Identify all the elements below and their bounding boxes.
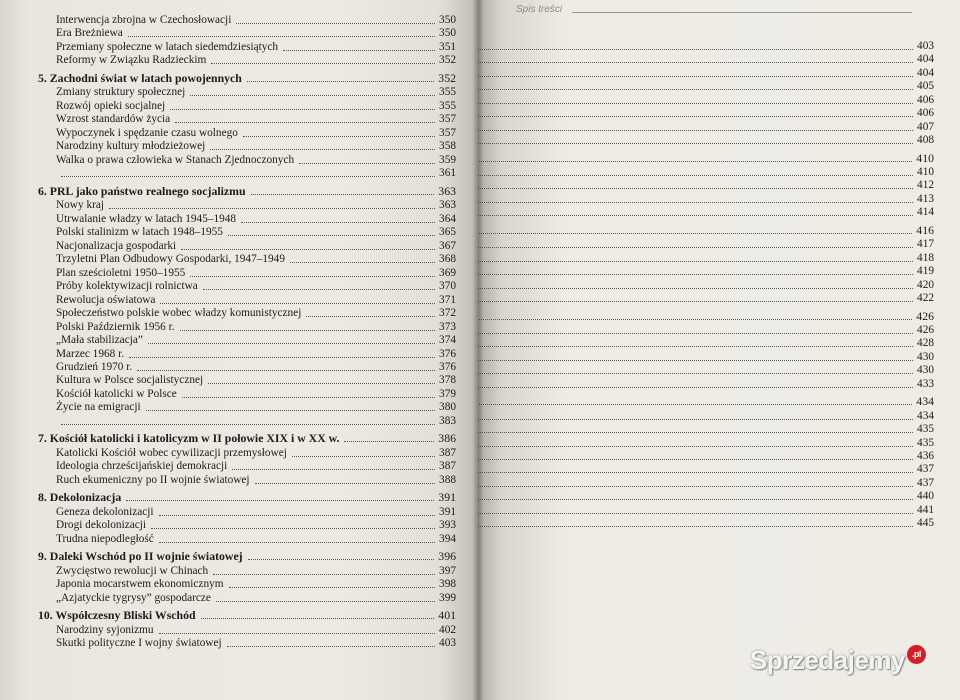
toc-entry bbox=[56, 239, 456, 253]
toc-leader bbox=[478, 446, 913, 447]
toc-leader bbox=[229, 587, 436, 588]
toc-entry bbox=[56, 591, 456, 605]
toc-page-number: 422 bbox=[917, 292, 934, 304]
toc-page-number: 440 bbox=[917, 490, 934, 502]
toc-leader bbox=[148, 343, 435, 344]
toc-leader bbox=[109, 208, 435, 209]
toc-page-number: 374 bbox=[439, 334, 456, 346]
toc-leader bbox=[182, 397, 435, 398]
toc-title: „Azjatyckie tygrysy” gospodarcze bbox=[56, 592, 211, 604]
toc-page-number: 367 bbox=[439, 240, 456, 252]
toc-leader bbox=[478, 143, 913, 144]
toc-title: Ruch ekumeniczny po II wojnie światowej bbox=[56, 474, 250, 486]
toc-entry bbox=[56, 212, 456, 226]
toc-leader bbox=[478, 130, 913, 131]
toc-entry bbox=[478, 39, 934, 53]
toc-leader bbox=[478, 261, 913, 262]
toc-entry bbox=[478, 251, 934, 265]
toc-title: Próby kolektywizacji rolnictwa bbox=[56, 280, 198, 292]
toc-page-number: 406 bbox=[917, 107, 934, 119]
toc-entry bbox=[478, 133, 934, 147]
toc-entry bbox=[478, 52, 934, 66]
toc-leader bbox=[306, 316, 435, 317]
toc-entry bbox=[56, 153, 456, 167]
toc-title: „Mała stabilizacja” bbox=[56, 334, 143, 346]
toc-leader bbox=[478, 175, 913, 176]
toc-page-number: 404 bbox=[917, 67, 934, 79]
toc-page-number: 437 bbox=[917, 477, 934, 489]
toc-leader bbox=[160, 303, 435, 304]
toc-page-number: 370 bbox=[439, 280, 456, 292]
toc-entry bbox=[56, 532, 456, 546]
toc-page-number: 403 bbox=[439, 637, 456, 649]
toc-chapter bbox=[38, 184, 456, 198]
toc-chapter bbox=[38, 549, 456, 563]
toc-entry bbox=[56, 293, 456, 307]
book-gutter bbox=[472, 0, 484, 700]
toc-chapter bbox=[478, 394, 934, 408]
watermark-logo bbox=[750, 645, 926, 676]
toc-entry bbox=[56, 13, 456, 27]
toc-page-number: 418 bbox=[917, 252, 934, 264]
toc-page-number: 407 bbox=[917, 121, 934, 133]
toc-page-number: 434 bbox=[916, 394, 934, 408]
toc-entry bbox=[56, 320, 456, 334]
toc-page-number: 398 bbox=[439, 578, 456, 590]
toc-entry bbox=[56, 166, 456, 180]
toc-leader bbox=[170, 109, 435, 110]
toc-leader bbox=[478, 103, 913, 104]
toc-title: Zwycięstwo rewolucji w Chinach bbox=[56, 565, 209, 577]
toc-entry bbox=[478, 237, 934, 251]
toc-leader bbox=[478, 432, 913, 433]
toc-page-number: 352 bbox=[439, 54, 456, 66]
toc-entry bbox=[56, 40, 456, 54]
toc-title: 6. PRL jako państwo realnego socjalizmu bbox=[38, 184, 246, 198]
toc-title: Ideologia chrześcijańskiej demokracji bbox=[56, 460, 228, 472]
toc-leader bbox=[210, 149, 435, 150]
toc-title: Narodziny kultury młodzieżowej bbox=[56, 140, 206, 152]
toc-page-number: 419 bbox=[917, 265, 934, 277]
toc-leader bbox=[232, 469, 435, 470]
toc-page-number: 410 bbox=[916, 151, 934, 165]
toc-entry bbox=[478, 409, 934, 423]
toc-entry bbox=[56, 459, 456, 473]
toc-title: 5. Zachodni świat w latach powojennych bbox=[38, 71, 242, 85]
toc-entry bbox=[478, 66, 934, 80]
toc-leader bbox=[478, 387, 913, 388]
toc-leader bbox=[478, 89, 913, 90]
toc-leader bbox=[181, 249, 435, 250]
toc-page-number: 369 bbox=[439, 267, 456, 279]
toc-entry bbox=[478, 476, 934, 490]
toc-title: Zmiany struktury społecznej bbox=[56, 86, 186, 98]
toc-leader bbox=[290, 262, 435, 263]
toc-chapter bbox=[38, 431, 456, 445]
toc-entry bbox=[478, 165, 934, 179]
toc-page-number: 371 bbox=[439, 294, 456, 306]
toc-entry bbox=[478, 516, 934, 530]
toc-leader bbox=[208, 383, 435, 384]
toc-page-number: 436 bbox=[917, 450, 934, 462]
toc-page-number: 397 bbox=[439, 565, 456, 577]
toc-page-number: 394 bbox=[439, 533, 456, 545]
toc-leader bbox=[175, 122, 435, 123]
toc-leader bbox=[344, 441, 434, 442]
toc-leader bbox=[180, 330, 435, 331]
toc-page-number: 378 bbox=[439, 374, 456, 386]
toc-entry bbox=[56, 387, 456, 401]
toc-leader bbox=[478, 419, 913, 420]
toc-entry bbox=[478, 178, 934, 192]
toc-entry bbox=[56, 636, 456, 650]
toc-page-number: 386 bbox=[438, 431, 456, 445]
toc-leader bbox=[478, 373, 913, 374]
toc-leader bbox=[243, 136, 435, 137]
toc-leader bbox=[292, 456, 435, 457]
toc-page-number: 359 bbox=[439, 154, 456, 166]
toc-chapter bbox=[38, 608, 456, 622]
toc-leader bbox=[478, 233, 912, 234]
watermark-badge: .pl bbox=[907, 645, 926, 664]
toc-title: Kultura w Polsce socjalistycznej bbox=[56, 374, 204, 386]
toc-leader bbox=[228, 235, 435, 236]
toc-page-number: 416 bbox=[916, 223, 934, 237]
toc-page-number: 391 bbox=[438, 490, 456, 504]
toc-page-number: 363 bbox=[439, 199, 456, 211]
toc-page-number: 357 bbox=[439, 113, 456, 125]
toc-leader bbox=[190, 276, 435, 277]
toc-page-number: 383 bbox=[439, 415, 456, 427]
toc-page-number: 350 bbox=[439, 27, 456, 39]
toc-leader bbox=[478, 404, 912, 405]
toc-entry bbox=[478, 363, 934, 377]
toc-leader bbox=[61, 176, 435, 177]
toc-leader bbox=[203, 289, 435, 290]
toc-page-number: 380 bbox=[439, 401, 456, 413]
toc-leader bbox=[299, 163, 435, 164]
toc-page-number: 388 bbox=[439, 474, 456, 486]
toc-entry bbox=[56, 473, 456, 487]
toc-page-number: 430 bbox=[917, 364, 934, 376]
toc-page-number: 376 bbox=[439, 361, 456, 373]
toc-entry bbox=[478, 436, 934, 450]
toc-page-number: 402 bbox=[439, 624, 456, 636]
toc-leader bbox=[478, 526, 913, 527]
toc-title: Rewolucja oświatowa bbox=[56, 294, 156, 306]
toc-page-number: 358 bbox=[439, 140, 456, 152]
toc-leader bbox=[129, 357, 435, 358]
toc-entry bbox=[56, 266, 456, 280]
toc-entry bbox=[478, 93, 934, 107]
toc-page-number: 417 bbox=[917, 238, 934, 250]
toc-page-number: 364 bbox=[439, 213, 456, 225]
toc-title: Walka o prawa człowieka w Stanach Zjednoczonych bbox=[56, 154, 295, 166]
toc-leader bbox=[478, 333, 913, 334]
left-page bbox=[0, 0, 478, 700]
toc-page-number: 396 bbox=[438, 549, 456, 563]
toc-page-number: 351 bbox=[439, 41, 456, 53]
toc-leader bbox=[478, 116, 913, 117]
toc-entry bbox=[56, 333, 456, 347]
toc-leader bbox=[478, 215, 913, 216]
toc-leader bbox=[247, 81, 434, 82]
toc-title: Społeczeństwo polskie wobec władzy komunistycznej bbox=[56, 307, 302, 319]
toc-leader bbox=[478, 202, 913, 203]
toc-chapter bbox=[38, 71, 456, 85]
toc-page-number: 441 bbox=[917, 504, 934, 516]
toc-entry bbox=[56, 414, 456, 428]
toc-entry bbox=[478, 503, 934, 517]
toc-title: Narodziny syjonizmu bbox=[56, 624, 154, 636]
toc-leader bbox=[478, 513, 913, 514]
right-page bbox=[478, 0, 960, 700]
toc-page-number: 410 bbox=[917, 166, 934, 178]
toc-title: Grudzień 1970 r. bbox=[56, 361, 133, 373]
toc-title: Marzec 1968 r. bbox=[56, 348, 125, 360]
toc-page-number: 413 bbox=[917, 193, 934, 205]
toc-entry bbox=[56, 279, 456, 293]
toc-title: Katolicki Kościół wobec cywilizacji przemysłowej bbox=[56, 447, 287, 459]
toc-page-number: 435 bbox=[917, 437, 934, 449]
toc-entry bbox=[56, 360, 456, 374]
toc-title: Era Breżniewa bbox=[56, 27, 123, 39]
toc-entry bbox=[478, 489, 934, 503]
toc-page-number: 376 bbox=[439, 348, 456, 360]
toc-entry bbox=[478, 336, 934, 350]
toc-page-number: 363 bbox=[438, 184, 456, 198]
toc-leader bbox=[128, 36, 435, 37]
toc-entry bbox=[56, 53, 456, 67]
toc-chapter bbox=[478, 151, 934, 165]
toc-page-number: 372 bbox=[439, 307, 456, 319]
toc-entry bbox=[56, 623, 456, 637]
toc-entry bbox=[478, 120, 934, 134]
toc-title: 8. Dekolonizacja bbox=[38, 490, 122, 504]
toc-leader bbox=[151, 528, 435, 529]
toc-leader bbox=[478, 49, 913, 50]
toc-title: Japonia mocarstwem ekonomicznym bbox=[56, 578, 224, 590]
toc-title: Nacjonalizacja gospodarki bbox=[56, 240, 177, 252]
toc-entry bbox=[56, 99, 456, 113]
toc-leader bbox=[478, 288, 913, 289]
toc-page-number: 393 bbox=[439, 519, 456, 531]
toc-entry bbox=[478, 106, 934, 120]
toc-leader bbox=[213, 574, 435, 575]
toc-entry bbox=[478, 422, 934, 436]
toc-page-number: 405 bbox=[917, 80, 934, 92]
toc-page-number: 391 bbox=[439, 506, 456, 518]
toc-page-number: 361 bbox=[439, 167, 456, 179]
toc-entry bbox=[56, 306, 456, 320]
toc-leader bbox=[478, 161, 912, 162]
toc-title: Nowy kraj bbox=[56, 199, 105, 211]
toc-entry bbox=[478, 449, 934, 463]
toc-page-number: 387 bbox=[439, 460, 456, 472]
toc-title: Drogi dekolonizacji bbox=[56, 519, 147, 531]
toc-entry bbox=[56, 505, 456, 519]
toc-leader bbox=[478, 360, 913, 361]
watermark-text: Sprzedajemy bbox=[750, 645, 905, 675]
toc-page-number: 399 bbox=[439, 592, 456, 604]
toc-entry bbox=[478, 291, 934, 305]
toc-title: Skutki polityczne I wojny światowej bbox=[56, 637, 222, 649]
toc-leader bbox=[146, 410, 435, 411]
toc-leader bbox=[190, 95, 435, 96]
toc-entry bbox=[56, 225, 456, 239]
toc-entry bbox=[56, 577, 456, 591]
toc-entry bbox=[56, 139, 456, 153]
toc-page-number: 352 bbox=[438, 71, 456, 85]
toc-leader bbox=[159, 633, 435, 634]
toc-page-number: 401 bbox=[438, 608, 456, 622]
toc-title: Reformy w Związku Radzieckim bbox=[56, 54, 207, 66]
toc-leader bbox=[211, 63, 435, 64]
toc-page-number: 433 bbox=[917, 378, 934, 390]
toc-leader bbox=[478, 62, 913, 63]
toc-title: 10. Współczesny Bliski Wschód bbox=[38, 608, 196, 622]
toc-leader bbox=[61, 424, 435, 425]
toc-title: Utrwalanie władzy w latach 1945–1948 bbox=[56, 213, 237, 225]
toc-leader bbox=[478, 301, 913, 302]
toc-leader bbox=[255, 483, 435, 484]
toc-page-number: 379 bbox=[439, 388, 456, 400]
toc-title: Plan sześcioletni 1950–1955 bbox=[56, 267, 186, 279]
toc-title: Kościół katolicki w Polsce bbox=[56, 388, 177, 400]
toc-leader bbox=[159, 542, 435, 543]
toc-entry bbox=[56, 347, 456, 361]
toc-leader bbox=[478, 247, 913, 248]
toc-leader bbox=[478, 486, 913, 487]
toc-title: Wypoczynek i spędzanie czasu wolnego bbox=[56, 127, 238, 139]
toc-entry bbox=[478, 205, 934, 219]
toc-page-number: 414 bbox=[917, 206, 934, 218]
toc-page-number: 420 bbox=[917, 279, 934, 291]
toc-leader bbox=[283, 50, 435, 51]
toc-title: Życie na emigracji bbox=[56, 401, 141, 413]
toc-page-number: 350 bbox=[439, 14, 456, 26]
toc-chapter bbox=[478, 309, 934, 323]
toc-entry bbox=[56, 400, 456, 414]
toc-title: Polski stalinizm w latach 1948–1955 bbox=[56, 226, 223, 238]
toc-title: Trzyletni Plan Odbudowy Gospodarki, 1947–1949 bbox=[56, 253, 285, 265]
toc-leader bbox=[478, 76, 913, 77]
toc-leader bbox=[236, 23, 435, 24]
toc-leader bbox=[478, 499, 913, 500]
toc-entry bbox=[56, 564, 456, 578]
toc-page-number: 355 bbox=[439, 100, 456, 112]
toc-page-number: 426 bbox=[916, 309, 934, 323]
toc-title: Rozwój opieki socjalnej bbox=[56, 100, 166, 112]
toc-entry bbox=[56, 112, 456, 126]
toc-title: 7. Kościół katolicki i katolicyzm w II połowie XIX i w XX w. bbox=[38, 431, 340, 445]
toc-title: Interwencja zbrojna w Czechosłowacji bbox=[56, 14, 232, 26]
toc-leader bbox=[478, 188, 913, 189]
toc-entry bbox=[56, 126, 456, 140]
toc-leader bbox=[159, 515, 436, 516]
toc-leader bbox=[216, 601, 435, 602]
toc-chapter bbox=[38, 490, 456, 504]
toc-page-number: 445 bbox=[917, 517, 934, 529]
toc-title: Polski Październik 1956 r. bbox=[56, 321, 175, 333]
toc-page-number: 434 bbox=[917, 410, 934, 422]
toc-page-number: 357 bbox=[439, 127, 456, 139]
toc-entry bbox=[478, 278, 934, 292]
toc-page-number: 426 bbox=[917, 324, 934, 336]
toc-leader bbox=[251, 194, 435, 195]
running-head: Spis treści bbox=[516, 4, 563, 15]
toc-page-number: 408 bbox=[917, 134, 934, 146]
toc-page-number: 403 bbox=[917, 40, 934, 52]
toc-leader bbox=[478, 472, 913, 473]
toc-leader bbox=[241, 222, 435, 223]
toc-title: Trudna niepodległość bbox=[56, 533, 154, 545]
toc-leader bbox=[478, 346, 913, 347]
toc-entry bbox=[56, 373, 456, 387]
toc-leader bbox=[248, 559, 435, 560]
toc-leader bbox=[478, 459, 913, 460]
toc-entry bbox=[56, 518, 456, 532]
toc-page-number: 355 bbox=[439, 86, 456, 98]
toc-page-number: 373 bbox=[439, 321, 456, 333]
toc-page-number: 428 bbox=[917, 337, 934, 349]
toc-entry bbox=[478, 323, 934, 337]
toc-entry bbox=[56, 252, 456, 266]
toc-entry bbox=[56, 85, 456, 99]
toc-entry bbox=[56, 198, 456, 212]
toc-leader bbox=[137, 370, 435, 371]
toc-page-number: 435 bbox=[917, 423, 934, 435]
toc-page-number: 404 bbox=[917, 53, 934, 65]
running-head-rule bbox=[572, 12, 912, 13]
toc-title: Geneza dekolonizacji bbox=[56, 506, 154, 518]
toc-chapter bbox=[478, 223, 934, 237]
toc-leader bbox=[478, 274, 913, 275]
toc-title: Wzrost standardów życia bbox=[56, 113, 171, 125]
toc-leader bbox=[478, 319, 912, 320]
toc-page-number: 406 bbox=[917, 94, 934, 106]
toc-entry bbox=[478, 264, 934, 278]
toc-page-number: 368 bbox=[439, 253, 456, 265]
toc-leader bbox=[201, 618, 435, 619]
toc-leader bbox=[126, 500, 434, 501]
toc-entry bbox=[56, 26, 456, 40]
toc-page-number: 387 bbox=[439, 447, 456, 459]
toc-page-number: 412 bbox=[917, 179, 934, 191]
toc-entry bbox=[478, 350, 934, 364]
toc-page-number: 437 bbox=[917, 463, 934, 475]
toc-entry bbox=[478, 462, 934, 476]
toc-entry bbox=[56, 446, 456, 460]
toc-entry bbox=[478, 192, 934, 206]
toc-entry bbox=[478, 377, 934, 391]
toc-entry bbox=[478, 79, 934, 93]
toc-page-number: 430 bbox=[917, 351, 934, 363]
toc-title: 9. Daleki Wschód po II wojnie światowej bbox=[38, 549, 243, 563]
toc-page-number: 365 bbox=[439, 226, 456, 238]
toc-leader bbox=[227, 646, 435, 647]
toc-title: Przemiany społeczne w latach siedemdziesiątych bbox=[56, 41, 279, 53]
